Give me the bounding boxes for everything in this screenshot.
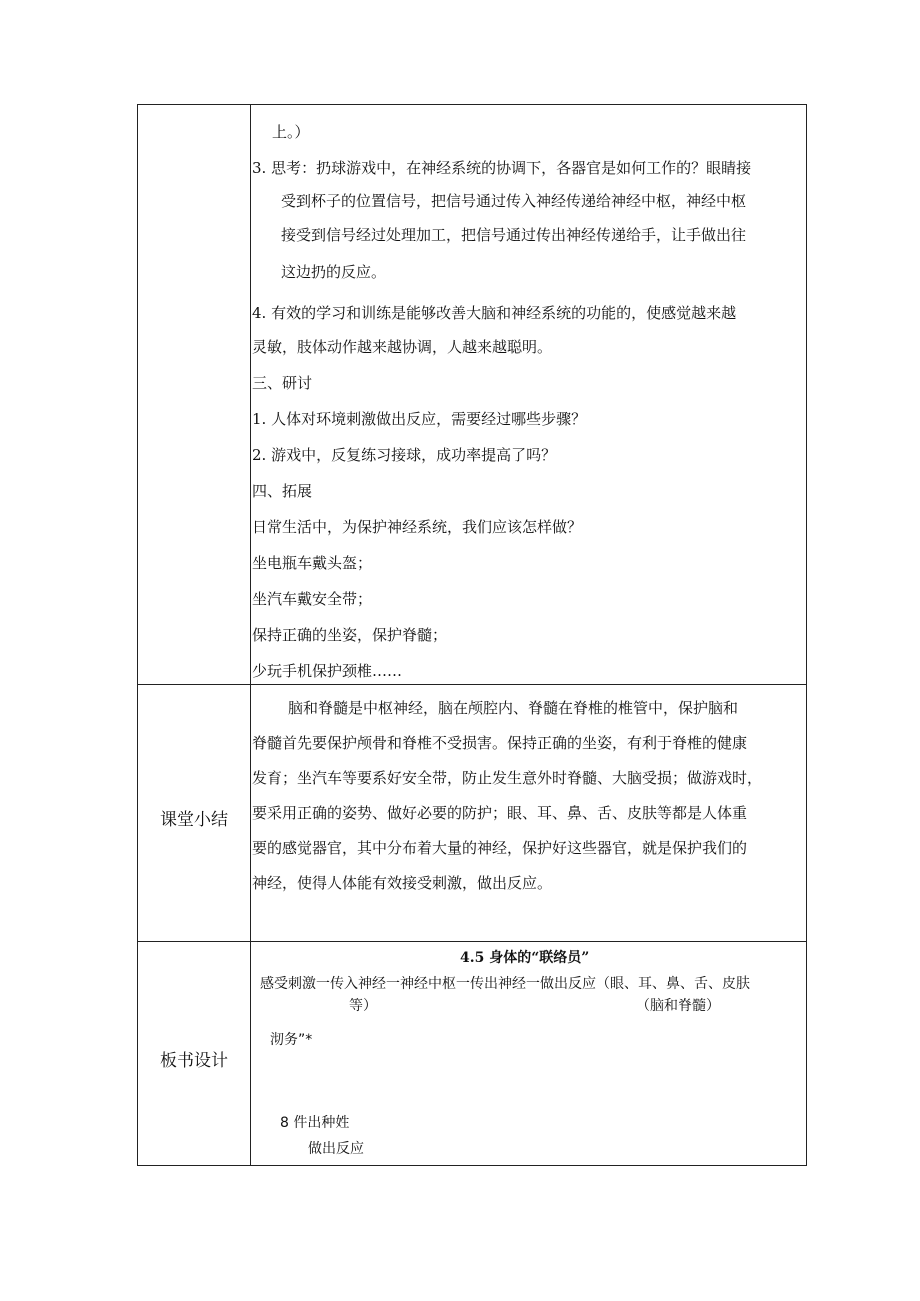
row-divider-1 xyxy=(138,684,806,685)
summary-line: 要采用正确的姿势、做好必要的防护；眼、耳、鼻、舌、皮肤等都是人体重 xyxy=(252,804,748,822)
section-heading: 三、研讨 xyxy=(252,374,313,392)
text-line: 这边扔的反应。 xyxy=(281,263,387,281)
summary-label: 课堂小结 xyxy=(160,810,228,830)
text-line: 上。） xyxy=(272,123,310,141)
column-divider xyxy=(250,105,251,1165)
text-line: 坐电瓶车戴头盔； xyxy=(252,554,373,572)
board-fragment: 沏务”* xyxy=(270,1032,313,1048)
text-line: 坐汽车戴安全带； xyxy=(252,590,373,608)
text-line: 受到杯子的位置信号，把信号通过传入神经传递给神经中枢，神经中枢 xyxy=(281,192,747,210)
text-line: 接受到信号经过处理加工，把信号通过传出神经传递给手，让手做出往 xyxy=(281,226,747,244)
text-line: 1. 人体对环境刺激做出反应，需要经过哪些步骤？ xyxy=(252,410,587,428)
board-note-left: 等） xyxy=(349,998,377,1014)
text-line: 保持正确的坐姿，保护脊髓； xyxy=(252,626,448,644)
text-line: 日常生活中，为保护神经系统，我们应该怎样做？ xyxy=(252,518,583,536)
text-line: 灵敏，肢体动作越来越协调，人越来越聪明。 xyxy=(252,338,553,356)
section-heading: 四、拓展 xyxy=(252,482,313,500)
board-fragment: 做出反应 xyxy=(308,1141,364,1157)
summary-line: 要的感觉器官，其中分布着大量的神经，保护好这些器官，就是保护我们的 xyxy=(252,839,748,857)
row-divider-2 xyxy=(138,941,806,942)
lesson-table xyxy=(137,104,807,1166)
summary-line: 发育；坐汽车等要系好安全带，防止发生意外时脊髓、大脑受损；做游戏时， xyxy=(252,769,763,787)
board-title: 4.5 身体的“联络员” xyxy=(460,950,590,966)
text-line: 4. 有效的学习和训练是能够改善大脑和神经系统的功能的，使感觉越来越 xyxy=(252,304,737,322)
board-fragment: 8 件出种姓 xyxy=(280,1115,350,1131)
board-note-right: （脑和脊髓） xyxy=(636,998,720,1014)
summary-line: 脑和脊髓是中枢神经，脑在颅腔内、脊髓在脊椎的椎管中，保护脑和 xyxy=(288,699,739,717)
text-line: 少玩手机保护颈椎…… xyxy=(252,662,403,680)
board-label: 板书设计 xyxy=(160,1051,228,1071)
summary-line: 脊髓首先要保护颅骨和脊椎不受损害。保持正确的坐姿，有利于脊椎的健康 xyxy=(252,734,748,752)
text-line: 2. 游戏中，反复练习接球，成功率提高了吗？ xyxy=(252,446,557,464)
board-flow: 感受刺激一传入神经一神经中枢一传出神经一做出反应（眼、耳、鼻、舌、皮肤 xyxy=(260,976,750,992)
summary-line: 神经，使得人体能有效接受刺激，做出反应。 xyxy=(252,874,553,892)
text-line: 3. 思考：扔球游戏中，在神经系统的协调下，各器官是如何工作的？眼睛接 xyxy=(252,159,752,177)
